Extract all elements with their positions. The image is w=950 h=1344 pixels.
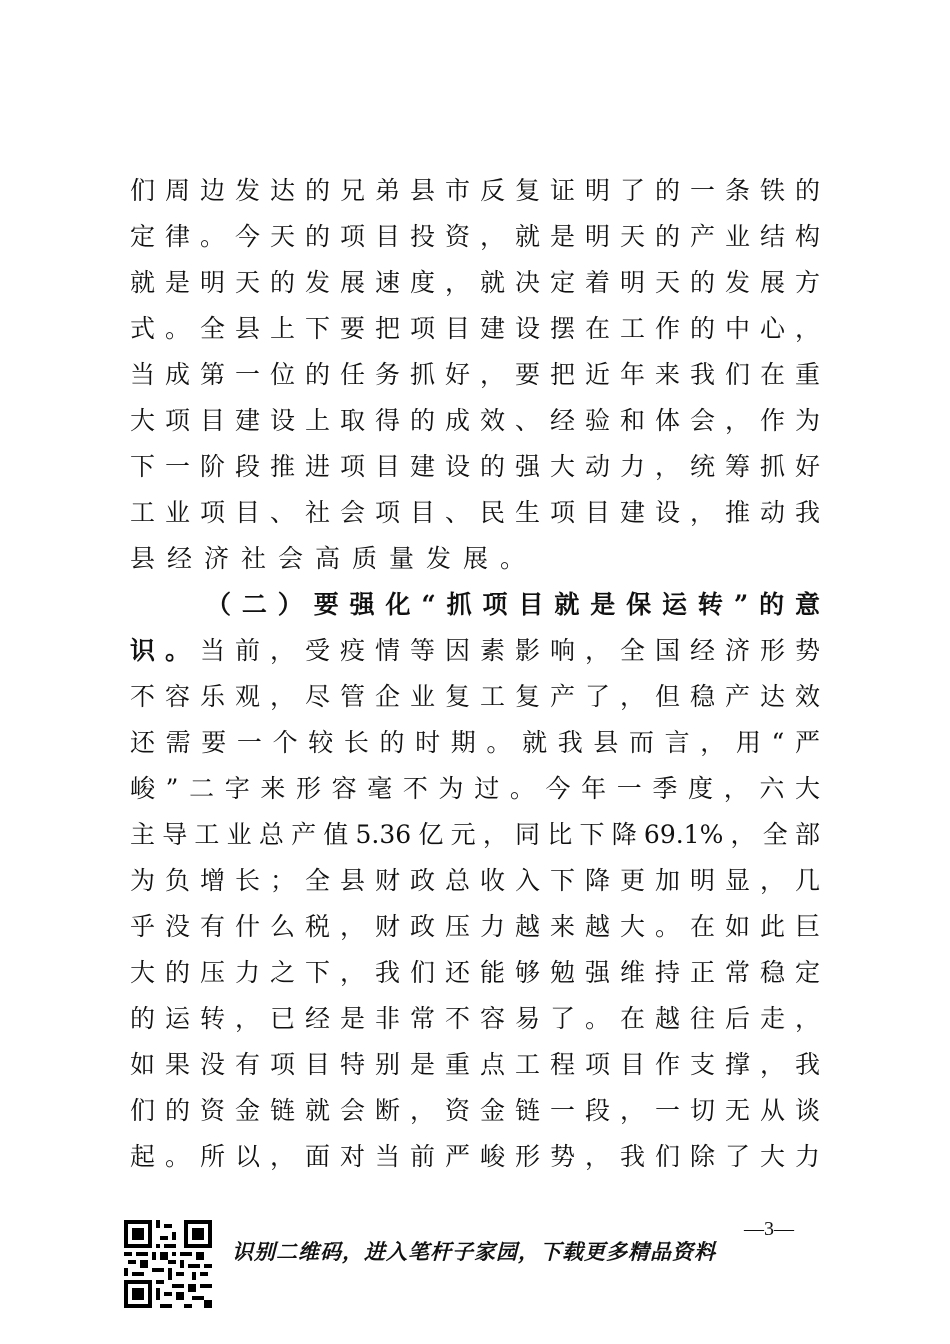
section-heading-end: 识。 xyxy=(130,636,200,665)
text-line: 峻”二字来形容毫不为过。今年一季度，六大 xyxy=(130,774,820,803)
text-line xyxy=(130,628,820,674)
text-line: 为负增长；全县财政总收入下降更加明显，几 xyxy=(130,866,820,895)
text-line: 们周边发达的兄弟县市反复证明了的一条铁的 xyxy=(130,176,820,205)
text-line: 乎没有什么税，财政压力越来越大。在如此巨 xyxy=(130,912,820,941)
text-line: 如果没有项目特别是重点工程项目作支撑，我 xyxy=(130,1050,820,1079)
page-number: —3— xyxy=(744,1218,794,1240)
text-line: 还需要一个较长的时期。就我县而言，用“严 xyxy=(130,728,820,757)
text-line: 下一阶段推进项目建设的强大动力，统筹抓好 xyxy=(130,452,820,481)
text-line: 工业项目、社会项目、民生项目建设，推动我 xyxy=(130,498,820,527)
section-heading: （二）要强化“抓项目就是保运转”的意 xyxy=(206,590,820,619)
text-line: 大项目建设上取得的成效、经验和体会，作为 xyxy=(130,406,820,435)
text-line: 县经济社会高质量发展。 xyxy=(130,544,538,573)
text-line: 当成第一位的任务抓好，要把近年来我们在重 xyxy=(130,360,820,389)
text-line: 不容乐观，尽管企业复工复产了，但稳产达效 xyxy=(130,682,820,711)
footer-note: 识别二维码，进入笔杆子家园，下载更多精品资料 xyxy=(232,1239,716,1264)
text-line: 主导工业总产值5.36亿元，同比下降69.1%，全部 xyxy=(130,820,820,849)
text-line: 大的压力之下，我们还能够勉强维持正常稳定 xyxy=(130,958,820,987)
text-line-rest: 当前，受疫情等因素影响，全国经济形势 xyxy=(200,636,820,665)
text-line: 们的资金链就会断，资金链一段，一切无从谈 xyxy=(130,1096,820,1125)
text-line: 起。所以，面对当前严峻形势，我们除了大力 xyxy=(130,1142,820,1171)
text-line: 的运转，已经是非常不容易了。在越往后走， xyxy=(130,1004,820,1033)
text-line: 式。全县上下要把项目建设摆在工作的中心， xyxy=(130,314,820,343)
qr-code-icon[interactable] xyxy=(124,1220,212,1308)
body-text xyxy=(130,168,820,1180)
text-line: 就是明天的发展速度，就决定着明天的发展方 xyxy=(130,268,820,297)
text-line: 定律。今天的项目投资，就是明天的产业结构 xyxy=(130,222,820,251)
